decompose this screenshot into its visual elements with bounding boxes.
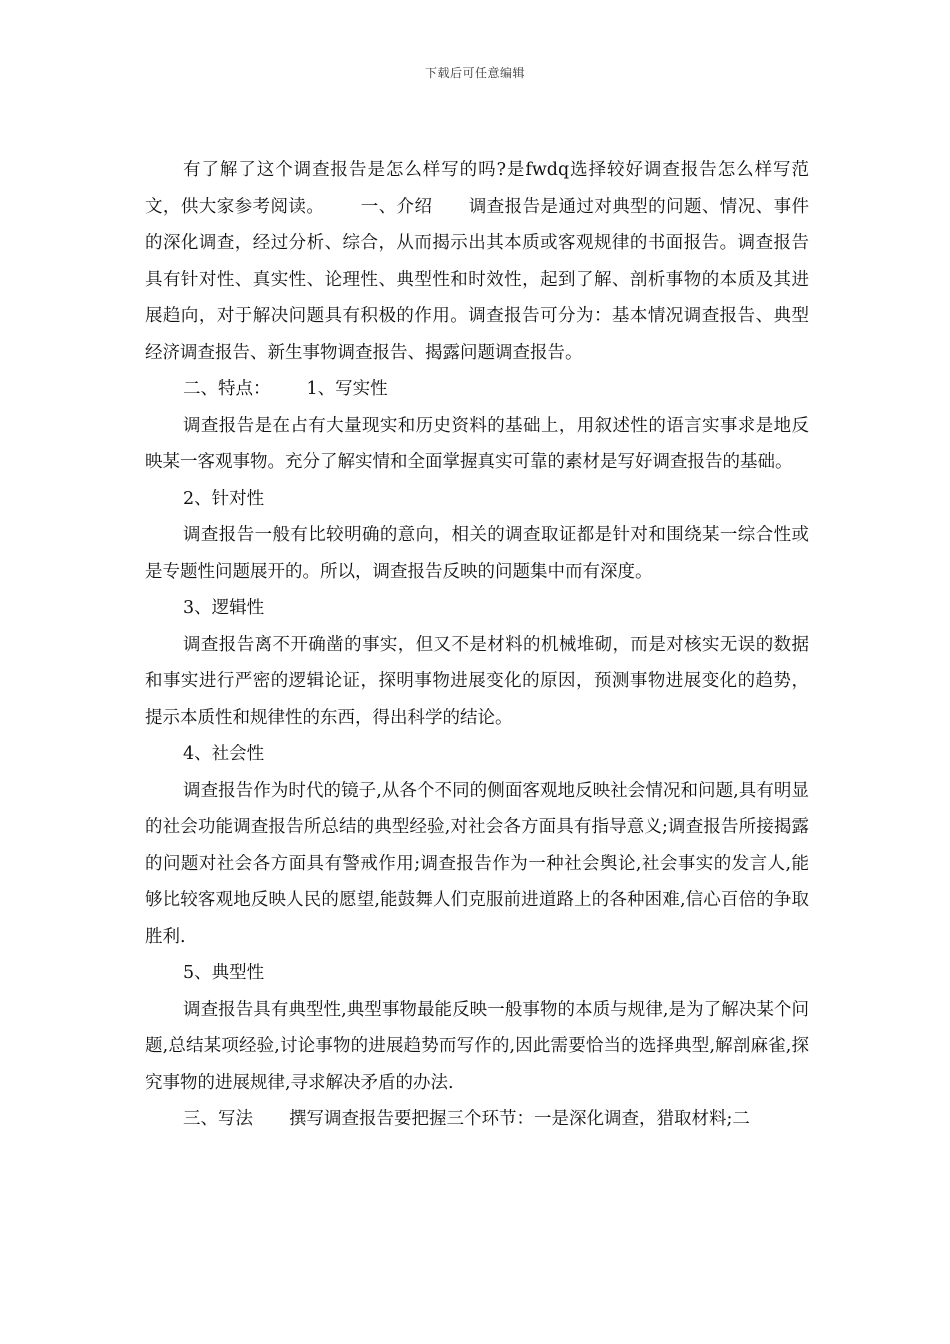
social-paragraph: 调查报告作为时代的镜子,从各个不同的侧面客观地反映社会情况和问题,具有明显的社会功能调查报告所总结的典型经验,对社会各方面具有指导意义;调查报告所接揭露的问题对社会各方面具有警戒作用;调查报告作为一种社会舆论,社会事实的发言人,能够比较客观地反映人民的愿望,能鼓舞人们克服前进道路上的各种困难,信心百倍的争取胜利. — [145, 780, 809, 947]
writing-method-paragraph — [145, 1101, 809, 1138]
document-body — [145, 152, 809, 1138]
point-heading-pertinence: 2、针对性 — [183, 488, 265, 509]
realism-paragraph: 调查报告是在占有大量现实和历史资料的基础上，用叙述性的语言实事求是地反映某一客观事物。充分了解实情和全面掌握真实可靠的素材是写好调查报告的基础。 — [145, 415, 809, 472]
point-heading-logic: 3、逻辑性 — [183, 598, 265, 618]
point-heading-typicality: 5、典型性 — [183, 963, 265, 983]
section-heading-introduction: 一、介绍 — [360, 196, 433, 217]
page-header-note: 下载后可任意编辑 — [424, 66, 525, 80]
writing-method-text: 撰写调查报告要把握三个环节：一是深化调查，猎取材料;二 — [289, 1109, 750, 1129]
section-heading-features: 二、特点： — [183, 379, 271, 399]
section-heading-writing-method: 三、写法 — [183, 1109, 253, 1129]
features-heading-line — [145, 371, 809, 408]
introduction-text: 调查报告是通过对典型的问题、情况、事件的深化调查，经过分析、综合，从而揭示出其本质或客观规律的书面报告。调查报告具有针对性、真实性、论理性、典型性和时效性，起到了解、剖析事物的本质及其进展趋向，对于解决问题具有积极的作用。调查报告可分为：基本情况调查报告、典型经济调查报告、新生事物调查报告、揭露问题调查报告。 — [145, 196, 810, 363]
pertinence-paragraph: 调查报告一般有比较明确的意向，相关的调查取证都是针对和围绕某一综合性或是专题性问题展开的。所以，调查报告反映的问题集中而有深度。 — [145, 525, 809, 582]
intro-paragraph — [145, 152, 809, 371]
typicality-paragraph: 调查报告具有典型性,典型事物最能反映一般事物的本质与规律,是为了解决某个问题,总结某项经验,讨论事物的进展趋势而写作的,因此需要恰当的选择典型,解剖麻雀,探究事物的进展规律,寻求解决矛盾的办法. — [145, 999, 809, 1093]
point-heading-social: 4、社会性 — [183, 744, 265, 764]
point-heading-realism: 1、写实性 — [306, 379, 388, 399]
logic-paragraph: 调查报告离不开确凿的事实，但又不是材料的机械堆砌，而是对核实无误的数据和事实进行严密的逻辑论证，探明事物进展变化的原因，预测事物进展变化的趋势，提示本质性和规律性的东西，得出科学的结论。 — [145, 634, 809, 728]
intro-text: 有了解了这个调查报告是怎么样写的吗?是fwdq选择较好调查报告怎么样写范文，供大家参考阅读。 — [145, 160, 809, 217]
